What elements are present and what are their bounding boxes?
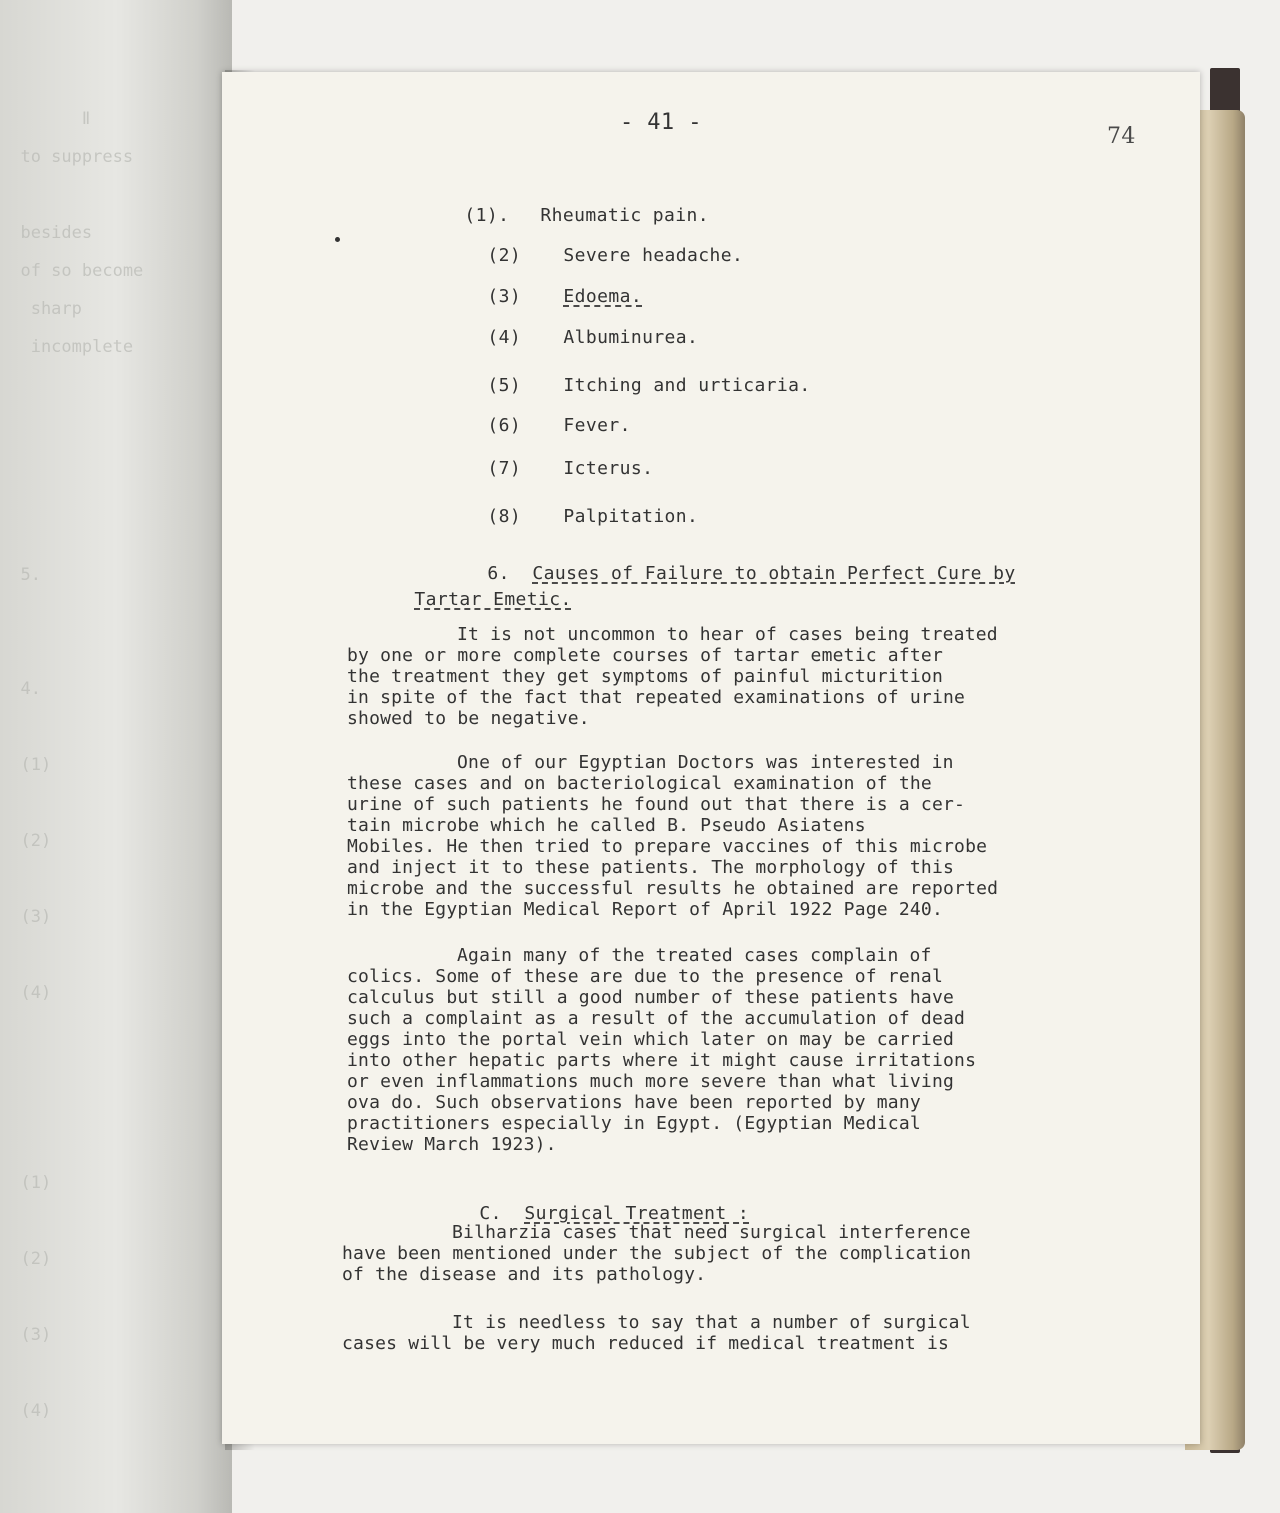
list-item: (1). Rheumatic pain. <box>464 205 709 226</box>
section-6-heading: 6. Causes of Failure to obtain Perfect Cure by <box>487 563 1016 584</box>
paragraph: One of our Egyptian Doctors was interested in these cases and on bacteriological examination of the urine of such patients he found out that there is a cer- tain microbe which he called B. Pseudo Asiatens Mobiles. He then tried to prepare vaccines of this microbe and inject it to these patients. The morphology of this microbe and the successful results he obtained are reported in the Egyptian Medical Report of April 1922 Page 240. <box>347 752 999 920</box>
list-item: (2) Severe headache. <box>487 245 744 266</box>
list-item: (8) Palpitation. <box>487 506 699 527</box>
paragraph: It is not uncommon to hear of cases being treated by one or more complete courses of tartar emetic after the treatment they get symptoms of painful micturition in spite of the fact that repeated examinations of urine showed to be negative. <box>347 624 998 729</box>
folio-number: 74 <box>1107 124 1136 149</box>
section-c-heading: C. Surgical Treatment : <box>479 1203 750 1224</box>
stray-mark <box>335 237 340 242</box>
list-item: (7) Icterus. <box>487 458 654 479</box>
document-page <box>222 72 1200 1444</box>
page-marker: - 41 - <box>620 110 702 135</box>
section-6-heading-cont: Tartar Emetic. <box>414 589 572 610</box>
paragraph: It is needless to say that a number of surgical cases will be very much reduced if medical treatment is <box>342 1312 971 1354</box>
paragraph: Bilharzia cases that need surgical interference have been mentioned under the subject of the complication of the disease and its pathology. <box>342 1222 972 1285</box>
list-item: (3) Edoema. <box>487 286 643 307</box>
list-item: (5) Itching and urticaria. <box>487 375 811 396</box>
list-item: (6) Fever. <box>487 415 631 436</box>
list-item: (4) Albuminurea. <box>487 327 699 348</box>
paragraph: Again many of the treated cases complain of colics. Some of these are due to the presence of renal calculus but still a good number of these patients have such a complaint as a result of the accumulation of dead eggs into the portal vein which later on may be carried into other hepatic parts where it might cause irritations or even inflammations much more severe than what living ova do. Such observations have been reported by many practitioners especially in Egypt. (Egyptian Medical Review March 1923). <box>347 945 977 1155</box>
left-page <box>0 0 232 1513</box>
left-page-bleed: Ⅱ to suppress besides of so become sharp incomplete 5. 4. (1) (2) (3) (4) (1) (2) (3) (4) <box>20 109 144 1421</box>
